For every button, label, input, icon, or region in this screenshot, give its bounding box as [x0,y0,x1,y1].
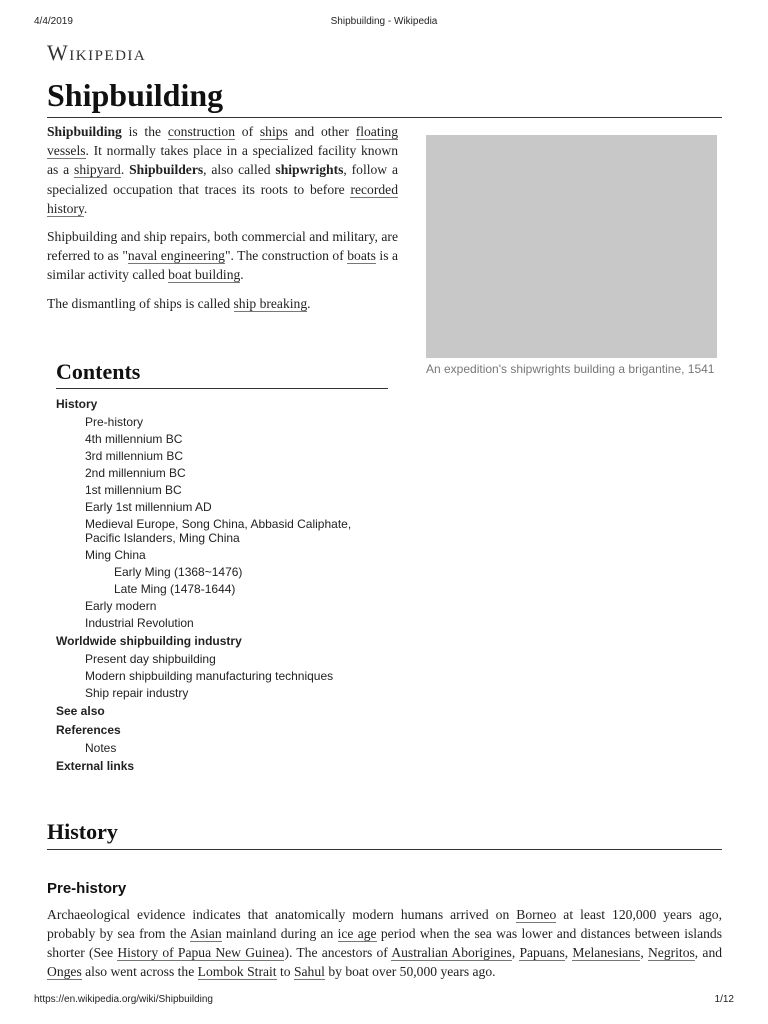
toc-subsection[interactable] [56,652,388,666]
lead-paragraph-3: The dismantling of ships is called ship breaking. [47,295,311,311]
inline-link[interactable]: Sahul [293,964,325,979]
toc-subsubsection[interactable] [85,582,388,596]
lead-paragraph-2: Shipbuilding and ship repairs, both commercial and military, are referred to as "naval engineering". The construction of boats is a similar activity called boat building. [47,229,398,283]
toc-link-label[interactable]: Medieval Europe, Song China, Abbasid Caliphate, Pacific Islanders, Ming China [85,517,352,545]
lead-paragraph-1: Shipbuilding is the construction of ships and other floating vessels. It normally takes place in a specialized facility known as a shipyard. Shipbuilders, also called shipwrights, follow a specialized occupation that traces its roots to before recorded history. [47,124,398,216]
inline-link[interactable]: Melanesians [572,945,641,960]
toc-sublist [56,652,388,700]
toc-list [56,397,388,774]
inline-link[interactable]: construction [167,124,236,139]
toc-link-label[interactable]: Notes [85,741,117,755]
toc-subsection[interactable] [56,517,388,545]
section-heading-history: History [47,818,722,850]
inline-link[interactable]: Onges [47,964,82,979]
inline-link[interactable]: Borneo [516,907,557,922]
toc-subsection[interactable] [56,669,388,683]
page-title: Shipbuilding [47,76,722,118]
toc-title: Contents [56,358,388,389]
toc-link-label[interactable]: Worldwide shipbuilding industry [56,634,242,648]
toc-link-label[interactable]: Pre-history [85,415,144,429]
inline-link[interactable]: shipyard [74,162,121,178]
print-date: 4/4/2019 [34,16,73,27]
toc-link-label[interactable]: Late Ming (1478-1644) [114,582,236,596]
toc-link-label[interactable]: Modern shipbuilding manufacturing techniques [85,669,334,683]
inline-link[interactable]: floating vessels [47,124,398,159]
print-page-number: 1/12 [714,994,734,1005]
print-url[interactable]: https://en.wikipedia.org/wiki/Shipbuilding [34,994,213,1005]
print-title: Shipbuilding - Wikipedia [330,16,438,27]
toc-subsection[interactable] [56,449,388,463]
toc-section[interactable] [56,759,388,774]
toc-link-label[interactable]: See also [56,704,105,718]
pre-history-paragraph: Archaeological evidence indicates that anatomically modern humans arrived on Borneo at least 120,000 years ago, probably by sea from the Asian mainland during an ice age period when the sea was lower and distances between islands shorter (See History of Papua New Guinea). The ancestors of Australian Aborigines, Papuans, Melanesians, Negritos, and Onges also went across the Lombok Strait to Sahul by boat over 50,000 years ago. [47,907,723,979]
toc-link-label[interactable]: History [56,397,98,411]
toc-link-label[interactable]: 2nd millennium BC [85,466,186,480]
toc-link-label[interactable]: Early modern [85,599,157,613]
toc-section[interactable] [56,723,388,755]
toc-sublist [56,741,388,755]
inline-link[interactable]: recorded history [47,181,398,216]
inline-link[interactable]: Lombok Strait [197,964,277,979]
inline-link[interactable]: Australian Aborigines [391,945,512,960]
bold-term: Shipbuilders [129,162,204,178]
toc-link-label[interactable]: Early 1st millennium AD [85,500,212,514]
toc-subsection[interactable] [56,500,388,514]
lead-section [47,122,398,322]
toc-subsection[interactable] [56,415,388,429]
toc-link-label[interactable]: Early Ming (1368~1476) [114,565,243,579]
toc-subsection[interactable] [56,741,388,755]
toc-subsection[interactable] [56,548,388,596]
toc-subsection[interactable] [56,432,388,446]
table-of-contents [56,358,388,778]
inline-link[interactable]: Papuans [519,945,565,960]
toc-subsection[interactable] [56,686,388,700]
toc-link-label[interactable]: References [56,723,121,737]
inline-link[interactable]: boat building [168,267,241,283]
toc-section[interactable] [56,704,388,719]
toc-link-label[interactable]: Industrial Revolution [85,616,194,630]
toc-link-label[interactable]: Ming China [85,548,146,562]
inline-link[interactable]: ship breaking [233,295,308,311]
bold-term: Shipbuilding [47,124,122,139]
toc-section[interactable] [56,634,388,700]
inline-link[interactable]: ships [259,124,288,139]
toc-link-label[interactable]: External links [56,759,135,773]
inline-link[interactable]: naval engineering [127,248,225,264]
toc-link-label[interactable]: Present day shipbuilding [85,652,216,666]
section-heading-pre-history: Pre-history [47,880,127,897]
inline-link[interactable]: History of Papua New Guinea [117,945,285,960]
infobox-figure [426,135,717,378]
toc-subsubsection[interactable] [85,565,388,579]
toc-link-label[interactable]: 3rd millennium BC [85,449,184,463]
figure-caption: An expedition's shipwrights building a brigantine, 1541 [426,362,715,376]
inline-link[interactable]: Asian [189,926,222,941]
inline-link[interactable]: ice age [337,926,377,941]
toc-subsection[interactable] [56,616,388,630]
figure-image[interactable] [426,135,717,358]
toc-subsublist [85,565,388,596]
print-header [34,16,734,30]
bold-term: shipwrights [275,162,344,178]
inline-link[interactable]: boats [347,248,376,264]
print-footer [34,994,734,1008]
toc-sublist [56,415,388,630]
toc-subsection[interactable] [56,599,388,613]
inline-link[interactable]: Negritos [647,945,695,960]
toc-subsection[interactable] [56,466,388,480]
wikipedia-wordmark[interactable]: Wikipedia [47,40,147,65]
toc-section[interactable] [56,397,388,630]
toc-link-label[interactable]: 4th millennium BC [85,432,183,446]
toc-link-label[interactable]: 1st millennium BC [85,483,182,497]
toc-link-label[interactable]: Ship repair industry [85,686,189,700]
toc-subsection[interactable] [56,483,388,497]
